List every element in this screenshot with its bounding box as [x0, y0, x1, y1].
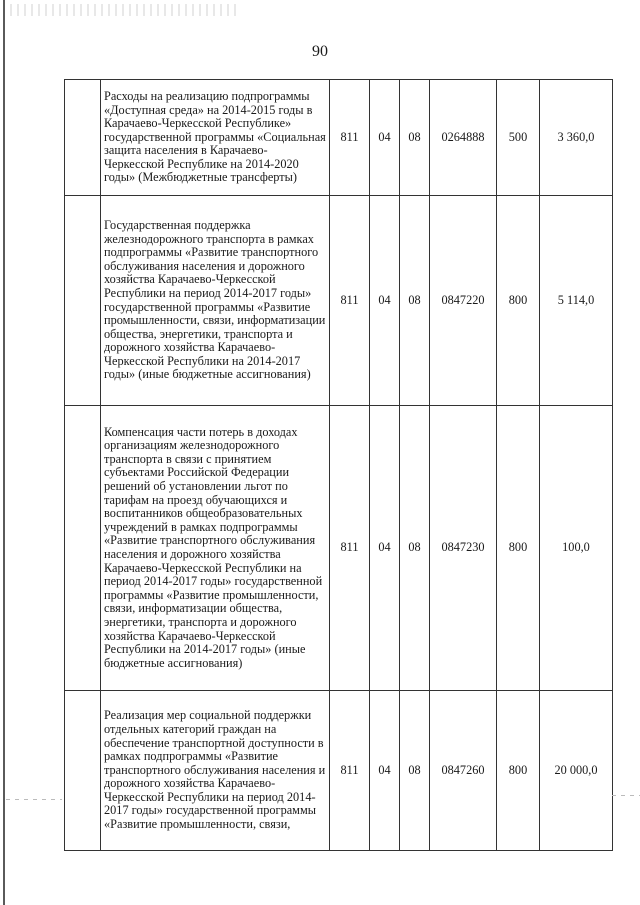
- ministry-code: 811: [330, 196, 370, 406]
- ministry-code: 811: [330, 406, 370, 691]
- subsection-code: 08: [400, 196, 430, 406]
- target-code: 0847260: [430, 691, 497, 851]
- scan-edge-line: [3, 0, 5, 905]
- amount: 100,0: [540, 406, 613, 691]
- scan-artifact: [10, 4, 240, 16]
- ministry-code: 811: [330, 80, 370, 196]
- target-code: 0264888: [430, 80, 497, 196]
- expense-type-code: 500: [497, 80, 540, 196]
- expense-type-code: 800: [497, 406, 540, 691]
- scan-artifact: [612, 795, 640, 796]
- table-row: [65, 196, 613, 406]
- subsection-code: 08: [400, 406, 430, 691]
- row-description: Компенсация части потерь в доходах организациям железнодорожного транспорта в связи с принятием субъектами Российской Федерации решений об установлении льгот по тарифам на проезд обучающихся и воспитанников общеобразовательных учреждений в рамках подпрограммы «Развитие транспортного обслуживания населения и дорожного хозяйства Карачаево-Черкесской Республики на период 2014-2017 годы» государственной программы «Развитие промышленности, связи, информатизации общества, энергетики, транспорта и дорожного хозяйства Карачаево-Черкесской Республики на 2014-2017 годы» (иные бюджетные ассигнования): [101, 406, 330, 691]
- table-row: [65, 406, 613, 691]
- amount: 3 360,0: [540, 80, 613, 196]
- target-code: 0847230: [430, 406, 497, 691]
- empty-cell: [65, 406, 101, 691]
- subsection-code: 08: [400, 691, 430, 851]
- row-description: Расходы на реализацию подпрограммы «Доступная среда» на 2014-2015 годы в Карачаево-Черкесской Республике» государственной программы «Социальная защита населения в Карачаево-Черкесской Республике на 2014-2020 годы» (Межбюджетные трансферты): [101, 80, 330, 196]
- page-number: 90: [312, 43, 328, 60]
- section-code: 04: [370, 196, 400, 406]
- amount: 20 000,0: [540, 691, 613, 851]
- empty-cell: [65, 196, 101, 406]
- section-code: 04: [370, 691, 400, 851]
- empty-cell: [65, 691, 101, 851]
- table-row: [65, 80, 613, 196]
- target-code: 0847220: [430, 196, 497, 406]
- expense-type-code: 800: [497, 691, 540, 851]
- budget-table: [64, 79, 613, 851]
- section-code: 04: [370, 406, 400, 691]
- ministry-code: 811: [330, 691, 370, 851]
- section-code: 04: [370, 80, 400, 196]
- row-description: Государственная поддержка железнодорожного транспорта в рамках подпрограммы «Развитие транспортного обслуживания населения и дорожного хозяйства Карачаево-Черкесской Республики на период 2014-2017 годы» государственной программы «Развитие промышленности, связи, информатизации общества, энергетики, транспорта и дорожного хозяйства Карачаево-Черкесской Республики на 2014-2017 годы» (иные бюджетные ассигнования): [101, 196, 330, 406]
- subsection-code: 08: [400, 80, 430, 196]
- table-row: [65, 691, 613, 851]
- scan-artifact: [6, 799, 62, 800]
- row-description: Реализация мер социальной поддержки отдельных категорий граждан на обеспечение транспортной доступности в рамках подпрограммы «Развитие транспортного обслуживания населения и дорожного хозяйства Карачаево-Черкесской Республики на период 2014-2017 годы» государственной программы «Развитие промышленности, связи,: [101, 691, 330, 851]
- empty-cell: [65, 80, 101, 196]
- expense-type-code: 800: [497, 196, 540, 406]
- amount: 5 114,0: [540, 196, 613, 406]
